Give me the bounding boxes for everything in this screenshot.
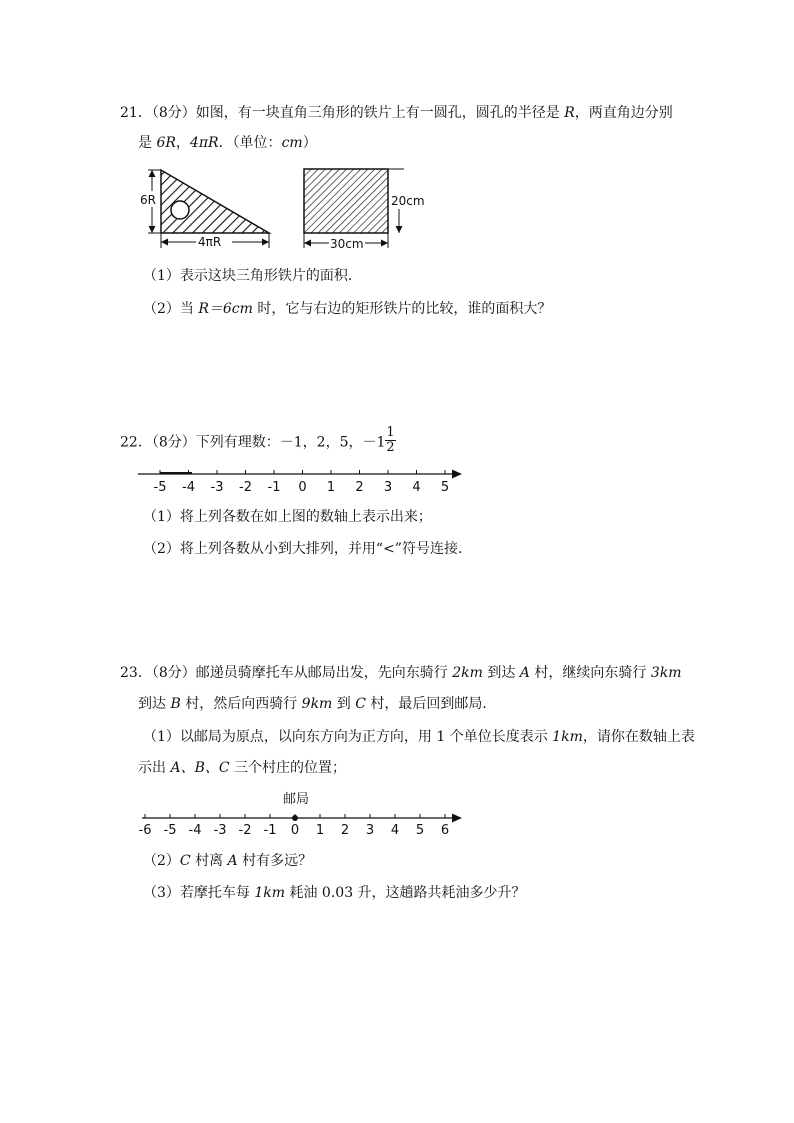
q22-tick-label: -1: [267, 480, 281, 495]
q21-sub2-a: （2）当: [143, 301, 199, 317]
q23-number: 23．: [120, 665, 152, 681]
q21-sep: ，: [175, 135, 190, 151]
q21-unit: cm: [281, 135, 303, 151]
q22-tick-label: 4: [412, 480, 421, 495]
q23-l2-a: 到达: [138, 696, 171, 712]
q23-tick-label: -1: [263, 823, 277, 838]
q23-l2-C: C: [355, 696, 366, 712]
round-hole: [171, 201, 189, 219]
q22-tick-label: -2: [239, 480, 252, 495]
q21-text-a: 如图，有一块直角三角形的铁片上有一圆孔，圆孔的半径是: [195, 105, 565, 121]
q22-tick-label: 3: [383, 480, 393, 495]
q23-sub1-line2: [138, 758, 346, 778]
q23-l1-b: 到达: [482, 665, 520, 681]
q23-l1-d2: 3km: [650, 665, 682, 681]
q23-tick-label: 1: [315, 823, 325, 838]
q21-sub2: [143, 299, 551, 319]
q23-sub2: [143, 851, 312, 871]
rectangle-height-label: 20cm: [391, 194, 425, 208]
q23-s2-A: A: [227, 853, 238, 869]
q23-l2-d3: 9km: [301, 696, 333, 712]
q23-s1-unit: 1km: [552, 729, 583, 745]
q22-tick-label: 0: [298, 480, 307, 495]
q21-side1: 6R: [156, 135, 176, 151]
q23-tick-label: 3: [365, 823, 375, 838]
q22-tick-label: -5: [153, 480, 167, 495]
q21-sub2-cond: R＝6cm: [198, 301, 253, 317]
q23-sub1-line1: [143, 727, 695, 747]
q23-l2-B: B: [170, 696, 181, 712]
q23-tick-label: 0: [290, 823, 300, 838]
q23-l1-d1: 2km: [452, 665, 483, 681]
q23-line1: [120, 663, 681, 683]
q22-tick-label: 5: [440, 480, 450, 495]
q23-s2-b: 村有多远？: [237, 853, 313, 869]
q23-s2-C: C: [179, 853, 191, 869]
q22-tick-label: -4: [182, 480, 195, 495]
q23-number-line: [130, 788, 470, 838]
q23-tick-label: 6: [440, 823, 450, 838]
q23-l2-b: 村，然后向西骑行: [180, 696, 302, 712]
q23-tick-label: -6: [138, 823, 152, 838]
q23-tick-label: -4: [188, 823, 202, 838]
q23-s3-b: 耗油 0.03 升，这趟路共耗油多少升？: [285, 885, 526, 901]
q23-tick-label: -2: [238, 823, 252, 838]
q23-l2-c: 到: [332, 696, 356, 712]
q22-number-line: [130, 464, 470, 500]
triangle-height-label: 6R: [140, 193, 156, 207]
q23-l1-a: 邮递员骑摩托车从邮局出发，先向东骑行: [195, 665, 453, 681]
q21-line2-b: ．（单位：: [218, 135, 282, 151]
q22-line1: [120, 425, 396, 457]
q23-l1-A: A: [519, 665, 530, 681]
q21-sub2-b: 时，它与右边的矩形铁片的比较，谁的面积大？: [252, 301, 552, 317]
q23-s2-prefix: （2）: [143, 853, 180, 869]
q23-sub3: [143, 883, 526, 903]
q23-s2-a: 村离: [190, 853, 228, 869]
q21-line2-a: 是: [138, 135, 157, 151]
q23-s1-abc: A、B、C: [170, 760, 230, 776]
q22-sub1: （1）将上列各数在如上图的数轴上表示出来；: [143, 509, 432, 525]
q21-figure: [136, 160, 436, 260]
q23-s3-unit: 1km: [254, 885, 286, 901]
q23-s1-b: ，请你在数轴上表: [582, 729, 695, 745]
rectangle-plate: [304, 169, 388, 233]
q22-tick-label: -3: [210, 480, 224, 495]
q21-score: （8分）: [151, 105, 196, 121]
q21-number: 21．: [120, 105, 152, 121]
q22-frac-num: 1: [386, 425, 395, 440]
q22-sub2: （2）将上列各数从小到大排列，并用“<”符号连接．: [143, 541, 472, 557]
q23-tick-label: 4: [390, 823, 400, 838]
q22-tick-label: 2: [355, 480, 364, 495]
q21-line1: [120, 103, 673, 123]
rectangle-width-label: 30cm: [330, 237, 364, 251]
q23-s1-d: 三个村庄的位置；: [229, 760, 347, 776]
q23-tick-label: -3: [213, 823, 227, 838]
q22-tick-label: 1: [326, 480, 336, 495]
q23-score: （8分）: [151, 665, 196, 681]
q23-tick-label: 5: [415, 823, 425, 838]
q23-l2-d: 村，最后回到邮局．: [365, 696, 497, 712]
triangle-base-label: 4πR: [198, 235, 222, 249]
q23-tick-label: 2: [340, 823, 350, 838]
q21-text-b: ，两直角边分别: [574, 105, 673, 121]
q21-sub1: （1）表示这块三角形铁片的面积．: [143, 268, 362, 284]
q21-line2: [138, 133, 317, 153]
q23-l1-c: 村，继续向东骑行: [529, 665, 651, 681]
q21-radius-symbol: R: [564, 105, 575, 121]
q23-s1-c: 示出: [138, 760, 171, 776]
q22-text: 下列有理数：－1，2，5，－1: [195, 434, 386, 451]
q23-line2: [138, 694, 496, 714]
q23-s1-a: （1）以邮局为原点，以向东方向为正方向，用 1 个单位长度表示: [143, 729, 553, 745]
q21-side2: 4πR: [189, 135, 219, 151]
q22-frac-den: 2: [386, 440, 395, 455]
q21-line2-c: ）: [302, 135, 317, 151]
q23-s3-a: （3）若摩托车每: [143, 885, 255, 901]
post-office-label: 邮局: [283, 792, 310, 807]
q22-fraction: [385, 426, 395, 455]
q22-number: 22．: [120, 434, 152, 451]
q23-tick-label: -5: [163, 823, 177, 838]
q22-score: （8分）: [151, 434, 196, 451]
